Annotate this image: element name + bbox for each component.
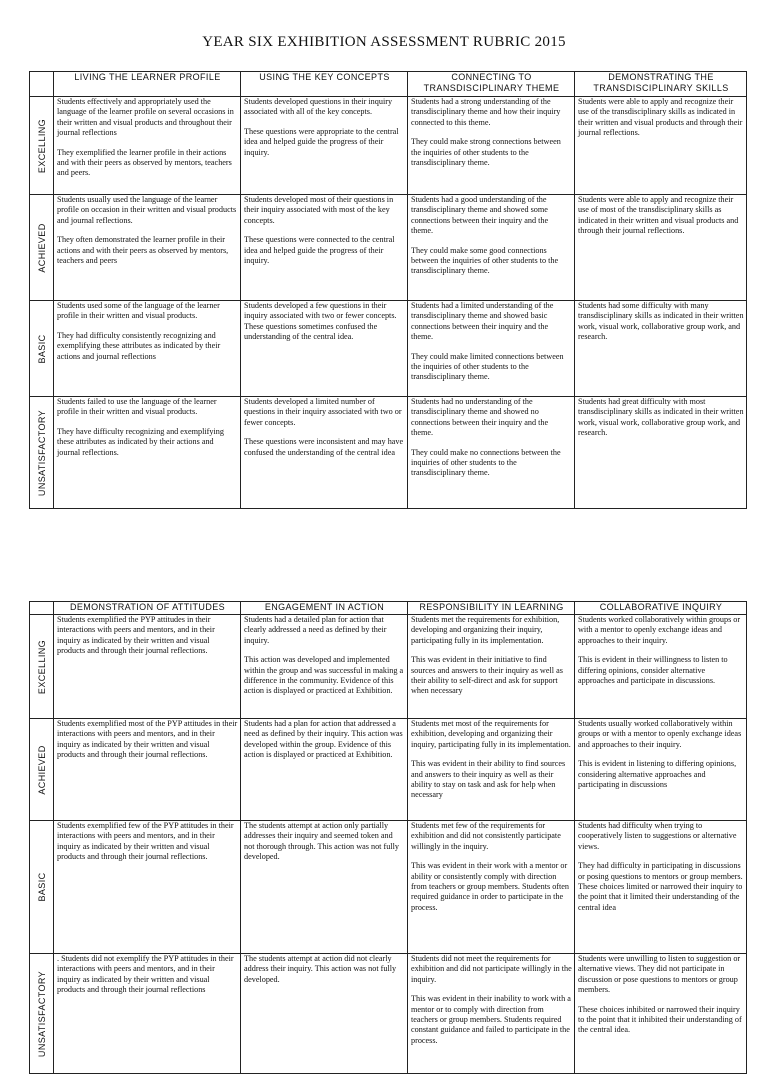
rubric-cell-text: Students had a detailed plan for action that clearly addressed a need as defined by their inquiry.	[244, 615, 387, 645]
rubric-table-1	[29, 71, 747, 509]
rubric-cell	[575, 397, 747, 509]
rubric-cell-text: Students usually worked collaboratively within groups or with a mentor to openly exchange ideas and approaches to their inquiry.	[578, 719, 742, 749]
rubric-cell-text: They could make no connections between the inquiries of other students to the transdisciplinary theme.	[411, 447, 561, 478]
rubric-cell-text: This was evident in their ability to find sources and answers to their inquiry as well as their ability to stay on task and ask for help when necessary	[411, 759, 566, 800]
rubric-cell-text: They have difficulty recognizing and exemplifying these attributes as indicated by their actions and journal reflections.	[57, 426, 224, 457]
column-header: CONNECTING TO TRANSDISCIPLINARY THEME	[408, 72, 575, 97]
rubric-cell-text: Students usually used the language of the learner profile on occasion in their written and visual products and journal reflections.	[57, 195, 237, 225]
rubric-cell	[54, 97, 241, 195]
rubric-cell-text: Students met most of the requirements for exhibition, developing and organizing their inquiry, participating fully in its implementation.	[411, 719, 571, 749]
rubric-cell	[408, 301, 575, 397]
rubric-cell	[575, 719, 747, 821]
rubric-cell	[408, 615, 575, 719]
rubric-table-2	[29, 601, 747, 1074]
rubric-cell	[241, 615, 408, 719]
rubric-cell	[241, 97, 408, 195]
header-corner	[30, 72, 54, 97]
rubric-cell-text: The students attempt at action did not clearly address their inquiry. This action was not fully developed.	[244, 954, 397, 984]
rubric-cell	[408, 821, 575, 954]
rubric-cell	[241, 954, 408, 1074]
rubric-cell	[408, 97, 575, 195]
level-label-cell	[30, 615, 54, 719]
rubric-cell	[241, 301, 408, 397]
level-label-cell	[30, 719, 54, 821]
rubric-cell-text: This action was developed and implemented within the group and was successful in making a difference in the community. Evidence of this action is displayed or practiced at Exhibition.	[244, 655, 404, 696]
rubric-cell-text: This was evident in their work with a mentor or ability or consistently comply with direction from teachers or group members. Students often required guidance in order to participate in the process.	[411, 861, 570, 912]
level-label: EXCELLING	[36, 118, 47, 173]
rubric-row	[30, 97, 747, 195]
rubric-cell	[54, 615, 241, 719]
rubric-row	[30, 301, 747, 397]
rubric-cell-text: They exemplified the learner profile in their actions and with their peers as observed by mentors, teachers and peers.	[57, 147, 232, 178]
rubric-cell	[408, 954, 575, 1074]
rubric-row	[30, 821, 747, 954]
rubric-cell-text: They had difficulty consistently recognizing and exemplifying these attributes as indicated by their actions and journal reflections	[57, 330, 221, 361]
rubric-cell-text: Students developed most of their questions in their inquiry associated with most of the key concepts.	[244, 195, 394, 225]
rubric-cell-text: This was evident in their inability to work with a mentor or to comply with direction from teachers or group members. Students required constant guidance and failed to participate in the process.	[411, 994, 571, 1045]
rubric-cell-text: They could make limited connections between the inquiries of other students to the transdisciplinary theme.	[411, 351, 564, 382]
rubric-cell-text: They could make strong connections between the inquiries of other students to the transdisciplinary theme.	[411, 137, 561, 168]
rubric-cell	[408, 397, 575, 509]
rubric-cell-text: Students were unwilling to listen to suggestion or alternative views. They did not participate in discussion or pose questions to mentors or group members.	[578, 954, 741, 995]
rubric-cell-text: Students had a limited understanding of the transdisciplinary theme and showed basic connections between their inquiry and the theme.	[411, 301, 554, 342]
rubric-row	[30, 719, 747, 821]
rubric-cell-text: Students were able to apply and recognize their use of most of the transdisciplinary skills as indicated in their written and visual products and through their journal reflections.	[578, 195, 739, 236]
rubric-cell-text: These questions were inconsistent and may have confused the understanding of the central idea	[244, 437, 404, 457]
column-header: LIVING THE LEARNER PROFILE	[54, 72, 241, 97]
header-corner	[30, 602, 54, 615]
rubric-cell	[241, 821, 408, 954]
rubric-cell-text: Students developed a few questions in their inquiry associated with two or fewer concepts. These questions sometimes confused the understanding of the central idea.	[244, 301, 397, 342]
rubric-cell-text: Students were able to apply and recognize their use of the transdisciplinary skills as indicated in their written and visual products and through their journal reflections.	[578, 97, 743, 138]
page-title: YEAR SIX EXHIBITION ASSESSMENT RUBRIC 2015	[202, 34, 566, 50]
rubric-cell-text: They had difficulty in participating in discussions or posing questions to mentors or group members. These choices limited or narrowed their inquiry to the point that it limited their understanding of the central idea	[578, 861, 743, 912]
rubric-row	[30, 397, 747, 509]
column-header: ENGAGEMENT IN ACTION	[241, 602, 408, 615]
rubric-cell	[241, 719, 408, 821]
rubric-cell	[408, 719, 575, 821]
rubric-cell	[54, 954, 241, 1074]
rubric-cell-text: The students attempt at action only partially addresses their inquiry and seemed token and not thorough through. This action was not fully developed.	[244, 821, 399, 862]
rubric-cell	[408, 195, 575, 301]
rubric-cell	[575, 954, 747, 1074]
level-label: BASIC	[36, 333, 47, 364]
rubric-cell-text: This was evident in their initiative to find sources and answers to their inquiry as well as their ability to self-direct and ask for support when necessary	[411, 655, 563, 696]
rubric-cell-text: Students worked collaboratively within groups or with a mentor to openly exchange ideas and approaches to their inquiry.	[578, 615, 741, 645]
rubric-cell-text: Students had no understanding of the transdisciplinary theme and showed no connections between their inquiry and the theme.	[411, 397, 549, 438]
column-header: USING THE KEY CONCEPTS	[241, 72, 408, 97]
rubric-cell-text: These choices inhibited or narrowed their inquiry to the point that it inhibited their understanding of the central idea.	[578, 1004, 742, 1035]
rubric-cell-text: This is evident in listening to differing opinions, considering alternative approaches and participating in discussions	[578, 759, 737, 790]
rubric-cell	[575, 821, 747, 954]
rubric-cell	[54, 397, 241, 509]
rubric-cell-text: Students failed to use the language of the learner profile in their written and visual products.	[57, 397, 217, 417]
rubric-cell-text: . Students did not exemplify the PYP attitudes in their interactions with peers and mentors, and in their inquiry as indicated by their written and visual products and through their journal reflections	[57, 954, 234, 995]
level-label-cell	[30, 301, 54, 397]
rubric-cell-text: Students had difficulty when trying to cooperatively listen to suggestions or alternative views.	[578, 821, 737, 851]
level-label: ACHIEVED	[36, 744, 47, 795]
rubric-cell-text: Students developed a limited number of questions in their inquiry associated with two or fewer concepts.	[244, 397, 402, 427]
rubric-cell-text: Students used some of the language of the learner profile in their written and visual products.	[57, 301, 220, 321]
rubric-cell	[54, 719, 241, 821]
header-row	[30, 72, 747, 97]
rubric-cell	[241, 195, 408, 301]
rubric-row	[30, 195, 747, 301]
rubric-cell-text: Students exemplified the PYP attitudes in their interactions with peers and mentors, and in their inquiry as indicated by their written and visual products and through their journal reflections.	[57, 615, 215, 656]
rubric-cell-text: Students met the requirements for exhibition, developing and organizing their inquiry, participating fully in its implementation.	[411, 615, 560, 645]
rubric-cell	[575, 97, 747, 195]
rubric-cell-text: Students effectively and appropriately used the language of the learner profile on several occasions in their written and visual products and throughout their journal reflections	[57, 97, 234, 138]
rubric-row	[30, 954, 747, 1074]
column-header: COLLABORATIVE INQUIRY	[575, 602, 747, 615]
rubric-cell-text: This is evident in their willingness to listen to differing opinions, consider alternative approaches and participate in discussions.	[578, 655, 728, 686]
column-header: DEMONSTRATING THE TRANSDISCIPLINARY SKILLS	[575, 72, 747, 97]
header-row	[30, 602, 747, 615]
rubric-cell-text: Students had a strong understanding of the transdisciplinary theme and how their inquiry connected to this theme.	[411, 97, 561, 127]
rubric-cell	[54, 821, 241, 954]
rubric-cell-text: Students exemplified few of the PYP attitudes in their interactions with peers and mentors, and in their inquiry as indicated by their written and visual products and through their journal reflections.	[57, 821, 234, 862]
level-label-cell	[30, 195, 54, 301]
level-label-cell	[30, 821, 54, 954]
level-label: BASIC	[36, 872, 47, 902]
rubric-cell-text: Students met few of the requirements for exhibition and did not consistently participate willingly in the inquiry.	[411, 821, 561, 851]
rubric-cell-text: Students exemplified most of the PYP attitudes in their interactions with peers and mentors, and in their inquiry as indicated by their written and visual products and through their journal reflections.	[57, 719, 238, 760]
rubric-cell	[241, 397, 408, 509]
rubric-cell-text: These questions were appropriate to the central idea and helped guide the progress of their inquiry.	[244, 126, 399, 157]
rubric-cell-text: They could make some good connections between the inquiries of other students to the transdisciplinary theme.	[411, 245, 559, 276]
rubric-cell-text: Students had some difficulty with many transdisciplinary skills as indicated in their written work, visual work, collaborative group work, and research.	[578, 301, 744, 342]
level-label-cell	[30, 97, 54, 195]
rubric-cell	[575, 615, 747, 719]
level-label: UNSATISFACTORY	[36, 409, 47, 496]
rubric-cell-text: Students had great difficulty with most transdisciplinary skills as indicated in their written work, visual work, collaborative group work, and research.	[578, 397, 744, 438]
rubric-row	[30, 615, 747, 719]
rubric-cell	[54, 195, 241, 301]
rubric-cell-text: Students did not meet the requirements for exhibition and did not participate willingly in the inquiry.	[411, 954, 572, 984]
rubric-cell-text: Students developed questions in their inquiry associated with all of the key concepts.	[244, 97, 393, 117]
column-header: DEMONSTRATION OF ATTITUDES	[54, 602, 241, 615]
level-label-cell	[30, 954, 54, 1074]
rubric-cell	[575, 301, 747, 397]
rubric-cell-text: These questions were connected to the central idea and helped guide the progress of their inquiry.	[244, 235, 395, 266]
rubric-cell-text: Students had a plan for action that addressed a need as defined by their inquiry. This action was developed within the group. Evidence of this action is displayed or practiced at Exhibition.	[244, 719, 403, 760]
level-label: ACHIEVED	[36, 222, 47, 273]
rubric-cell	[54, 301, 241, 397]
level-label-cell	[30, 397, 54, 509]
rubric-cell-text: They often demonstrated the learner profile in their actions and with their peers as observed by mentors, teachers and peers	[57, 235, 229, 266]
column-header: RESPONSIBILITY IN LEARNING	[408, 602, 575, 615]
level-label: UNSATISFACTORY	[36, 970, 47, 1057]
rubric-cell-text: Students had a good understanding of the transdisciplinary theme and showed some connections between their inquiry and the theme.	[411, 195, 549, 236]
rubric-cell	[575, 195, 747, 301]
level-label: EXCELLING	[36, 639, 47, 694]
